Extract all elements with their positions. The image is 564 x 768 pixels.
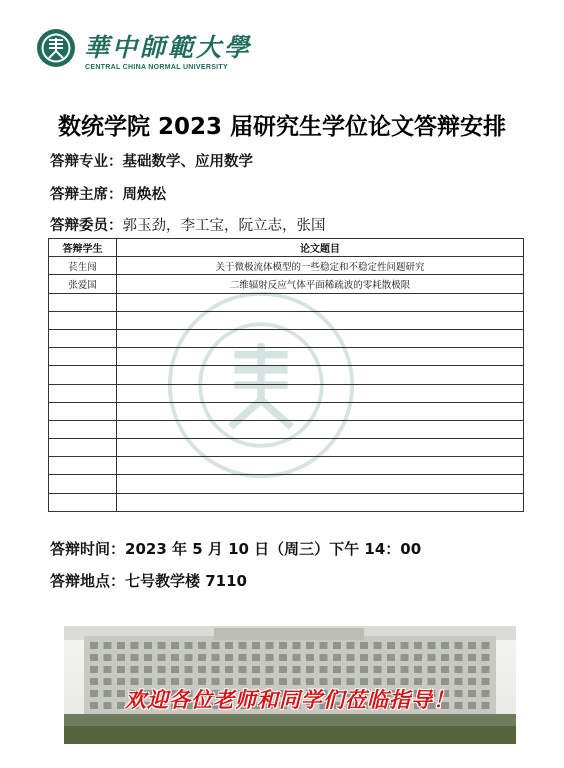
table-row-empty (49, 457, 524, 475)
building-window (374, 654, 382, 661)
thesis-title: 关于微极流体模型的一些稳定和不稳定性问题研究 (117, 257, 524, 275)
time-label: 答辩时间： (50, 540, 126, 558)
student-name (49, 420, 117, 438)
table-row-empty (49, 439, 524, 457)
thesis-title (117, 366, 524, 384)
building-window (239, 666, 247, 673)
building-window (158, 642, 166, 649)
time-value: 2023 年 5 月 10 日（周三）下午 14：00 (125, 540, 422, 558)
campus-building-banner (64, 626, 516, 744)
building-window (468, 654, 476, 661)
building-window (279, 666, 287, 673)
student-name (49, 457, 117, 475)
building-window (333, 642, 341, 649)
thesis-table (48, 238, 524, 512)
building-window (401, 666, 409, 673)
building-window (266, 654, 274, 661)
building-window (482, 642, 490, 649)
building-window (212, 654, 220, 661)
defense-place (50, 570, 247, 591)
table-row (49, 275, 524, 293)
student-name (49, 329, 117, 347)
building-window (360, 666, 368, 673)
building-window (387, 642, 395, 649)
building-window (225, 642, 233, 649)
building-window (171, 642, 179, 649)
building-window (117, 654, 125, 661)
thesis-title (117, 384, 524, 402)
building-window (428, 666, 436, 673)
student-name: 苌生闯 (49, 257, 117, 275)
building-window (144, 654, 152, 661)
building-window (212, 666, 220, 673)
thesis-title (117, 311, 524, 329)
thesis-table-wrap (48, 238, 524, 516)
building-window (144, 642, 152, 649)
building-window (428, 654, 436, 661)
building-window (252, 666, 260, 673)
thesis-title (117, 420, 524, 438)
building-window (333, 666, 341, 673)
building-window (320, 666, 328, 673)
thesis-title: 二维辐射反应气体平面稀疏波的零耗散极限 (117, 275, 524, 293)
student-name (49, 293, 117, 311)
building-window (468, 642, 476, 649)
defense-time (50, 538, 421, 559)
building-window (455, 642, 463, 649)
thesis-title (117, 402, 524, 420)
thesis-title (117, 329, 524, 347)
student-name (49, 366, 117, 384)
building-window (374, 666, 382, 673)
thesis-title (117, 293, 524, 311)
student-name (49, 493, 117, 511)
building-window (306, 642, 314, 649)
building-window (347, 666, 355, 673)
thesis-title (117, 439, 524, 457)
building-window (212, 642, 220, 649)
building-window (374, 642, 382, 649)
building-window (320, 654, 328, 661)
header-thesis-title: 论文题目 (117, 239, 524, 257)
student-name (49, 384, 117, 402)
student-name: 张爱国 (49, 275, 117, 293)
chair-value: 周焕松 (122, 187, 166, 203)
table-header-row (49, 239, 524, 257)
chair-label: 答辩主席： (50, 187, 123, 203)
building-window (198, 642, 206, 649)
building-window (104, 666, 112, 673)
building-window (104, 654, 112, 661)
building-window (185, 642, 193, 649)
building-window (441, 654, 449, 661)
header-student: 答辩学生 (49, 239, 117, 257)
building-window (414, 666, 422, 673)
table-row-empty (49, 420, 524, 438)
building-window (347, 654, 355, 661)
building-window (414, 642, 422, 649)
committee-value: 郭玉劲，李工宝，阮立志，张国 (122, 218, 326, 234)
building-window (279, 654, 287, 661)
university-header (36, 26, 276, 76)
building-window (171, 666, 179, 673)
building-window (320, 642, 328, 649)
building-window (266, 666, 274, 673)
building-window (225, 666, 233, 673)
building-window (441, 642, 449, 649)
thesis-title (117, 475, 524, 493)
building-window (428, 642, 436, 649)
building-window (131, 654, 139, 661)
university-name-en: CENTRAL CHINA NORMAL UNIVERSITY (85, 64, 228, 71)
building-window (171, 654, 179, 661)
table-row-empty (49, 475, 524, 493)
building-window (225, 654, 233, 661)
building-window (293, 654, 301, 661)
table-row-empty (49, 311, 524, 329)
building-window (360, 654, 368, 661)
table-row-empty (49, 384, 524, 402)
building-window (144, 666, 152, 673)
table-row-empty (49, 329, 524, 347)
table-row-empty (49, 402, 524, 420)
table-row (49, 257, 524, 275)
building-window (401, 642, 409, 649)
building-window (117, 666, 125, 673)
table-row-empty (49, 493, 524, 511)
building-window (252, 642, 260, 649)
building-window (131, 642, 139, 649)
building-window (293, 642, 301, 649)
building-window (387, 666, 395, 673)
table-row-empty (49, 366, 524, 384)
page-title: 数统学院 2023 届研究生学位论文答辩安排 (57, 114, 507, 140)
university-seal-icon (36, 28, 76, 68)
building-window (239, 654, 247, 661)
building-window (252, 654, 260, 661)
building-window (90, 642, 98, 649)
defense-chair (50, 183, 166, 204)
building-window (266, 642, 274, 649)
thesis-title (117, 348, 524, 366)
building-window (347, 642, 355, 649)
building-window (360, 642, 368, 649)
building-window (401, 654, 409, 661)
building-window (414, 654, 422, 661)
thesis-title (117, 493, 524, 511)
building-window (185, 654, 193, 661)
building-window (90, 654, 98, 661)
defense-major (50, 150, 253, 171)
student-name (49, 439, 117, 457)
building-window (104, 642, 112, 649)
table-row-empty (49, 348, 524, 366)
place-label: 答辩地点： (50, 572, 126, 590)
building-window (239, 642, 247, 649)
building-window (482, 666, 490, 673)
building-window (158, 666, 166, 673)
building-window (185, 666, 193, 673)
welcome-banner-text: 欢迎各位老师和同学们莅临指导！ (125, 688, 455, 712)
student-name (49, 348, 117, 366)
student-name (49, 311, 117, 329)
major-label: 答辩专业： (50, 154, 123, 170)
building-window (455, 666, 463, 673)
building-window (198, 666, 206, 673)
building-window (306, 654, 314, 661)
building-window (455, 654, 463, 661)
building-window (131, 666, 139, 673)
building-window (441, 666, 449, 673)
building-window (387, 654, 395, 661)
student-name (49, 402, 117, 420)
building-window (293, 666, 301, 673)
building-window (468, 666, 476, 673)
building-window (90, 666, 98, 673)
building-window (117, 642, 125, 649)
building-window (158, 654, 166, 661)
building-window (279, 642, 287, 649)
university-name-cn: 華中師範大學 (84, 33, 253, 62)
committee-label: 答辩委员： (50, 218, 123, 234)
building-window (198, 654, 206, 661)
defense-committee (50, 214, 326, 235)
building-window (482, 654, 490, 661)
building-window (306, 666, 314, 673)
student-name (49, 475, 117, 493)
thesis-title (117, 457, 524, 475)
building-window (333, 654, 341, 661)
table-row-empty (49, 293, 524, 311)
place-value: 七号教学楼 7110 (125, 572, 247, 590)
major-value: 基础数学、应用数学 (122, 154, 253, 170)
